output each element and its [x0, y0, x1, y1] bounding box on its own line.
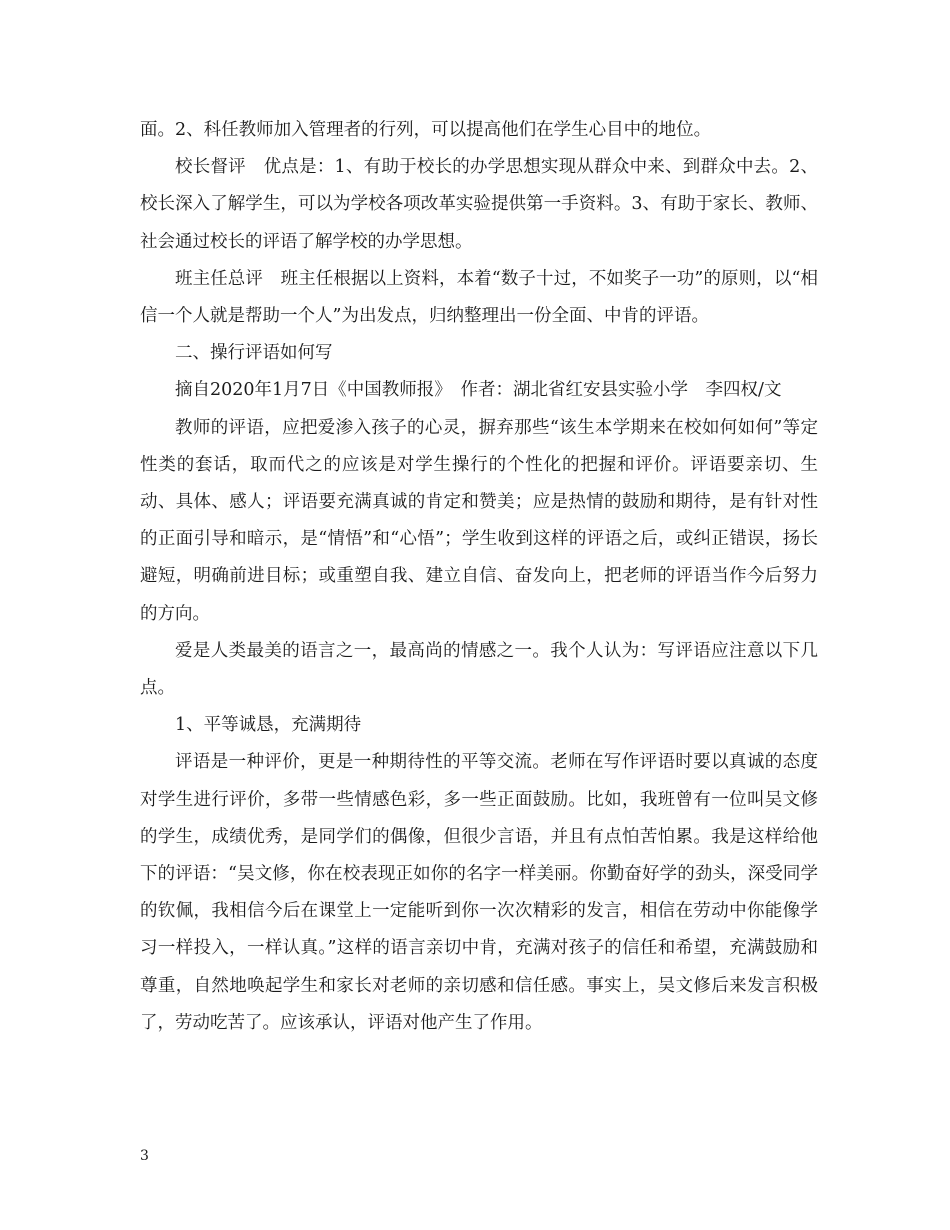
paragraph-example: 评语是一种评价，更是一种期待性的平等交流。老师在写作评语时要以真诚的态度对学生进行评价，多带一些情感色彩，多一些正面鼓励。比如，我班曾有一位叫吴文修的学生，成绩优秀，是同学们的偶像，但很少言语，并且有点怕苦怕累。我是这样给他下的评语：“吴文修，你在校表现正如你的名字一样美丽。你勤奋好学的劲头，深受同学的钦佩，我相信今后在课堂上一定能听到你一次次精彩的发言，相信在劳动中你能像学习一样投入，一样认真。”这样的语言亲切中肯，充满对孩子的信任和希望，充满鼓励和尊重，自然地唤起学生和家长对老师的亲切感和信任感。事实上，吴文修后来发言积极了，劳动吃苦了。应该承认，评语对他产生了作用。	[140, 752, 818, 1033]
paragraph-head-teacher-review: 班主任总评 班主任根据以上资料，本着“数子十过，不如奖子一功”的原则，以“相信一个人就是帮助一个人”为出发点，归纳整理出一份全面、中肯的评语。	[140, 268, 818, 327]
subsection-heading: 1、平等诚恳，充满期待	[175, 715, 362, 736]
section-heading: 二、操行评语如何写	[175, 343, 333, 364]
page-number: 3	[140, 1148, 149, 1164]
paragraph-continuation: 面。2、科任教师加入管理者的行列，可以提高他们在学生心目中的地位。	[140, 120, 712, 140]
paragraph-love-language: 爱是人类最美的语言之一，最高尚的情感之一。我个人认为：写评语应注意以下几点。	[140, 640, 818, 699]
source-attribution: 摘自2020年1月7日《中国教师报》 作者：湖北省红安县实验小学 李四权/文	[175, 380, 782, 401]
paragraph-teacher-comments: 教师的评语，应把爱渗入孩子的心灵，摒弃那些“该生本学期来在校如何如何”等定性类的套话，取而代之的应该是对学生操行的个性化的把握和评价。评语要亲切、生动、具体、感人；评语要充满真诚的肯定和赞美；应是热情的鼓励和期待，是有针对性的正面引导和暗示，是“情悟”和“心悟”；学生收到这样的评语之后，或纠正错误，扬长避短，明确前进目标；或重塑自我、建立自信、奋发向上，把老师的评语当作今后努力的方向。	[140, 417, 818, 624]
paragraph-principal-review: 校长督评 优点是：1、有助于校长的办学思想实现从群众中来、到群众中去。2、校长深入了解学生，可以为学校各项改革实验提供第一手资料。3、有助于家长、教师、社会通过校长的评语了解学校的办学思想。	[140, 157, 818, 252]
document-body	[140, 112, 818, 1042]
